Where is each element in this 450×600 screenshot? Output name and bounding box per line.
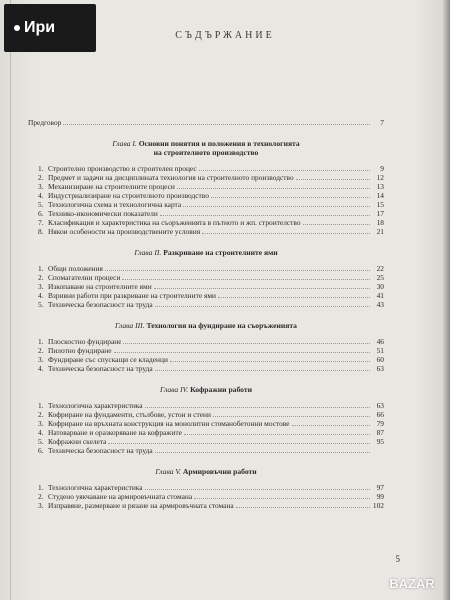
chapter-title: Кофражни работи bbox=[190, 385, 252, 394]
dot-leader bbox=[303, 224, 370, 225]
dot-leader bbox=[183, 206, 370, 207]
toc-entry-number: 3. bbox=[38, 501, 44, 510]
toc-entry-text: Плоскостно фундиране bbox=[48, 337, 122, 346]
toc-entry-page: 41 bbox=[376, 291, 384, 300]
toc-entry-number: 1. bbox=[38, 337, 44, 346]
watermark-logo-top bbox=[4, 4, 96, 52]
toc-entry-number: 4. bbox=[38, 291, 44, 300]
toc-entry-text: Спомагателни процеси bbox=[48, 273, 121, 282]
toc-entry-text: Технологична схема и технологична карта bbox=[48, 200, 182, 209]
chapter-title: Армировъчни работи bbox=[182, 467, 257, 476]
toc-entry-number: 1. bbox=[38, 483, 44, 492]
toc-entry-page: 63 bbox=[376, 364, 384, 373]
toc-entry bbox=[28, 355, 384, 364]
dot-leader bbox=[211, 197, 370, 198]
chapter-title: Основни понятия и положения в технологията bbox=[138, 139, 300, 148]
toc-entry bbox=[28, 173, 384, 182]
dot-leader bbox=[160, 215, 370, 216]
toc-entry-text: Общи положения bbox=[48, 264, 103, 273]
toc-entry bbox=[28, 410, 384, 419]
toc-entry bbox=[28, 492, 384, 501]
chapter-label: Глава II. bbox=[134, 248, 162, 257]
toc-entry-number: 4. bbox=[38, 428, 44, 437]
toc-entry-page: 22 bbox=[376, 264, 384, 273]
toc-entry-text: Кофриране на връхната конструкция на монолитни стоманобетонни мостове bbox=[48, 419, 290, 428]
dot-leader bbox=[170, 361, 370, 362]
toc-entry bbox=[28, 401, 384, 410]
dot-leader bbox=[236, 507, 370, 508]
toc-entry-page: 102 bbox=[372, 501, 384, 510]
toc-entry-text: Кофриране на фундаменти, стълбове, устои и стени bbox=[48, 410, 211, 419]
watermark-logo-bottom: BAZAR bbox=[389, 575, 435, 591]
toc-entry-text: Технико-икономически показатели bbox=[48, 209, 158, 218]
toc-entry-page: 97 bbox=[376, 483, 384, 492]
toc-entry bbox=[28, 200, 384, 209]
chapter-heading-line bbox=[28, 321, 384, 330]
dot-leader bbox=[105, 270, 370, 271]
chapter-label: Глава V. bbox=[155, 467, 181, 476]
toc-entry-text: Фундиране със спускащи се кладенци bbox=[48, 355, 168, 364]
watermark-text: Ири bbox=[24, 19, 56, 36]
toc-entry-text: Взривни работи при разкриване на строителните ями bbox=[48, 291, 216, 300]
dot-leader bbox=[202, 233, 370, 234]
toc-entry bbox=[28, 364, 384, 373]
dot-leader bbox=[292, 425, 370, 426]
toc-entry-text: Технологична характеристика bbox=[48, 401, 143, 410]
chapter-title: Разкриване на строителните ями bbox=[163, 248, 278, 257]
toc-entry-text: Студено уякчаване на армировъчната стомана bbox=[48, 492, 193, 501]
chapter-title-continued: на строителното производство bbox=[153, 148, 259, 157]
toc-entry-page: 17 bbox=[376, 209, 384, 218]
toc-entry-number: 8. bbox=[38, 227, 44, 236]
toc-entry-number: 5. bbox=[38, 200, 44, 209]
dot-leader bbox=[145, 407, 370, 408]
toc-entry-text: Изкопаване на строителните ями bbox=[48, 282, 152, 291]
toc-entry-page: 9 bbox=[380, 164, 384, 173]
toc-entry-number: 2. bbox=[38, 173, 44, 182]
toc-entry-number: 6. bbox=[38, 446, 44, 455]
dot-leader bbox=[213, 416, 370, 417]
toc-entry-text: Класификация и характеристика на съоръженията в пътното и жп. строителство bbox=[48, 218, 301, 227]
toc-entry bbox=[28, 291, 384, 300]
toc-entry bbox=[28, 419, 384, 428]
toc-entry bbox=[28, 337, 384, 346]
toc-entry-number: 6. bbox=[38, 209, 44, 218]
toc-entry bbox=[28, 437, 384, 446]
toc-entry-number: 5. bbox=[38, 437, 44, 446]
toc-entry bbox=[28, 218, 384, 227]
dot-leader bbox=[218, 297, 370, 298]
toc-entry-text: Пилотно фундиране bbox=[48, 346, 112, 355]
toc-entry bbox=[28, 191, 384, 200]
toc-entry bbox=[28, 209, 384, 218]
toc-entry-number: 2. bbox=[38, 410, 44, 419]
toc-entry-page: 25 bbox=[376, 273, 384, 282]
toc-entry-page: 14 bbox=[376, 191, 384, 200]
chapter-heading-line bbox=[28, 385, 384, 394]
toc-entry-text: Предговор bbox=[28, 118, 62, 127]
toc-entry bbox=[28, 273, 384, 282]
toc-entry-number: 3. bbox=[38, 419, 44, 428]
toc-entry bbox=[28, 428, 384, 437]
toc-entry-page: 66 bbox=[376, 410, 384, 419]
chapter-heading-line bbox=[28, 248, 384, 257]
toc-entry-number: 3. bbox=[38, 182, 44, 191]
toc-entry-page: 13 bbox=[376, 182, 384, 191]
toc-entry bbox=[28, 300, 384, 309]
chapter-heading bbox=[28, 139, 384, 157]
toc-entry-text: Техническа безопасност на труда bbox=[48, 446, 153, 455]
toc-entry-text: Някои особености на производствените условия bbox=[48, 227, 201, 236]
chapter-heading bbox=[28, 385, 384, 394]
toc-entry-number: 3. bbox=[38, 355, 44, 364]
chapter-heading bbox=[28, 467, 384, 476]
toc-entry-page: 60 bbox=[376, 355, 384, 364]
dot-leader bbox=[154, 288, 370, 289]
toc-entry-number: 4. bbox=[38, 191, 44, 200]
toc-entry bbox=[28, 483, 384, 492]
chapter-title: Технология на фундиране на съоръженията bbox=[146, 321, 297, 330]
toc-entry-page: 43 bbox=[376, 300, 384, 309]
toc-entry-page: 21 bbox=[376, 227, 384, 236]
dot-leader bbox=[296, 179, 370, 180]
toc-entry bbox=[28, 501, 384, 510]
dot-leader bbox=[194, 498, 370, 499]
toc-entry-text: Натоварване и оразкоряване на кофражите bbox=[48, 428, 182, 437]
chapter-heading bbox=[28, 248, 384, 257]
chapter-label: Глава III. bbox=[115, 321, 145, 330]
toc-entry-page: 51 bbox=[376, 346, 384, 355]
dot-leader bbox=[199, 170, 370, 171]
toc-entry bbox=[28, 164, 384, 173]
chapter-heading bbox=[28, 321, 384, 330]
page-fold bbox=[10, 0, 11, 600]
toc-entry-number: 4. bbox=[38, 364, 44, 373]
toc-entry-text: Строително производство и строителен процес bbox=[48, 164, 197, 173]
toc-entry-text: Механизиране на строителните процеси bbox=[48, 182, 175, 191]
toc-entry-text: Индустриализиране на строителното производство bbox=[48, 191, 209, 200]
table-of-contents bbox=[28, 118, 384, 510]
toc-entry-number: 1. bbox=[38, 401, 44, 410]
toc-entry-page: 30 bbox=[376, 282, 384, 291]
toc-entry-number: 1. bbox=[38, 164, 44, 173]
toc-entry-page: 63 bbox=[376, 401, 384, 410]
dot-leader bbox=[123, 343, 370, 344]
chapter-heading-line bbox=[28, 467, 384, 476]
toc-entry-text: Кофражни скелета bbox=[48, 437, 107, 446]
toc-entry-text: Технологична характеристика bbox=[48, 483, 143, 492]
toc-entry bbox=[28, 446, 384, 455]
page-title: СЪДЪРЖАНИЕ bbox=[175, 30, 275, 41]
chapter-label: Глава IV. bbox=[160, 385, 189, 394]
toc-entry bbox=[28, 346, 384, 355]
toc-entry bbox=[28, 182, 384, 191]
toc-entry-number: 3. bbox=[38, 282, 44, 291]
logo-dot-icon bbox=[14, 25, 20, 31]
chapter-label: Глава I. bbox=[112, 139, 137, 148]
toc-entry-page: 79 bbox=[376, 419, 384, 428]
toc-entry-text: Предмет и задачи на дисциплината технология на строителното производство bbox=[48, 173, 294, 182]
toc-entry-number: 2. bbox=[38, 273, 44, 282]
toc-entry bbox=[28, 282, 384, 291]
dot-leader bbox=[177, 188, 370, 189]
toc-entry-text: Техническа безопасност на труда bbox=[48, 364, 153, 373]
toc-entry bbox=[28, 264, 384, 273]
toc-entry-text: Техническа безопасност на труда bbox=[48, 300, 153, 309]
dot-leader bbox=[155, 452, 370, 453]
dot-leader bbox=[155, 306, 370, 307]
toc-entry-page: 46 bbox=[376, 337, 384, 346]
dot-leader bbox=[155, 370, 370, 371]
toc-entry-page: 99 bbox=[376, 492, 384, 501]
chapter-heading-line bbox=[28, 139, 384, 148]
dot-leader bbox=[122, 279, 370, 280]
toc-entry-page: 15 bbox=[376, 200, 384, 209]
toc-entry-number: 1. bbox=[38, 264, 44, 273]
toc-entry-number: 7. bbox=[38, 218, 44, 227]
toc-entry-page: 87 bbox=[376, 428, 384, 437]
toc-entry-preface bbox=[28, 118, 384, 127]
toc-entry-page: 18 bbox=[376, 218, 384, 227]
page-number: 5 bbox=[395, 554, 400, 564]
toc-entry bbox=[28, 227, 384, 236]
toc-entry-number: 2. bbox=[38, 492, 44, 501]
toc-entry-page: 7 bbox=[380, 118, 384, 127]
toc-entry-number: 5. bbox=[38, 300, 44, 309]
toc-entry-number: 2. bbox=[38, 346, 44, 355]
dot-leader bbox=[184, 434, 370, 435]
dot-leader bbox=[63, 124, 370, 125]
dot-leader bbox=[114, 352, 371, 353]
toc-entry-page: 95 bbox=[376, 437, 384, 446]
toc-entry-page: 12 bbox=[376, 173, 384, 182]
page-edge-shadow bbox=[442, 0, 450, 600]
dot-leader bbox=[108, 443, 370, 444]
toc-entry-text: Изправяне, размерване и рязане на армировъчната стомана bbox=[48, 501, 234, 510]
dot-leader bbox=[145, 489, 370, 490]
